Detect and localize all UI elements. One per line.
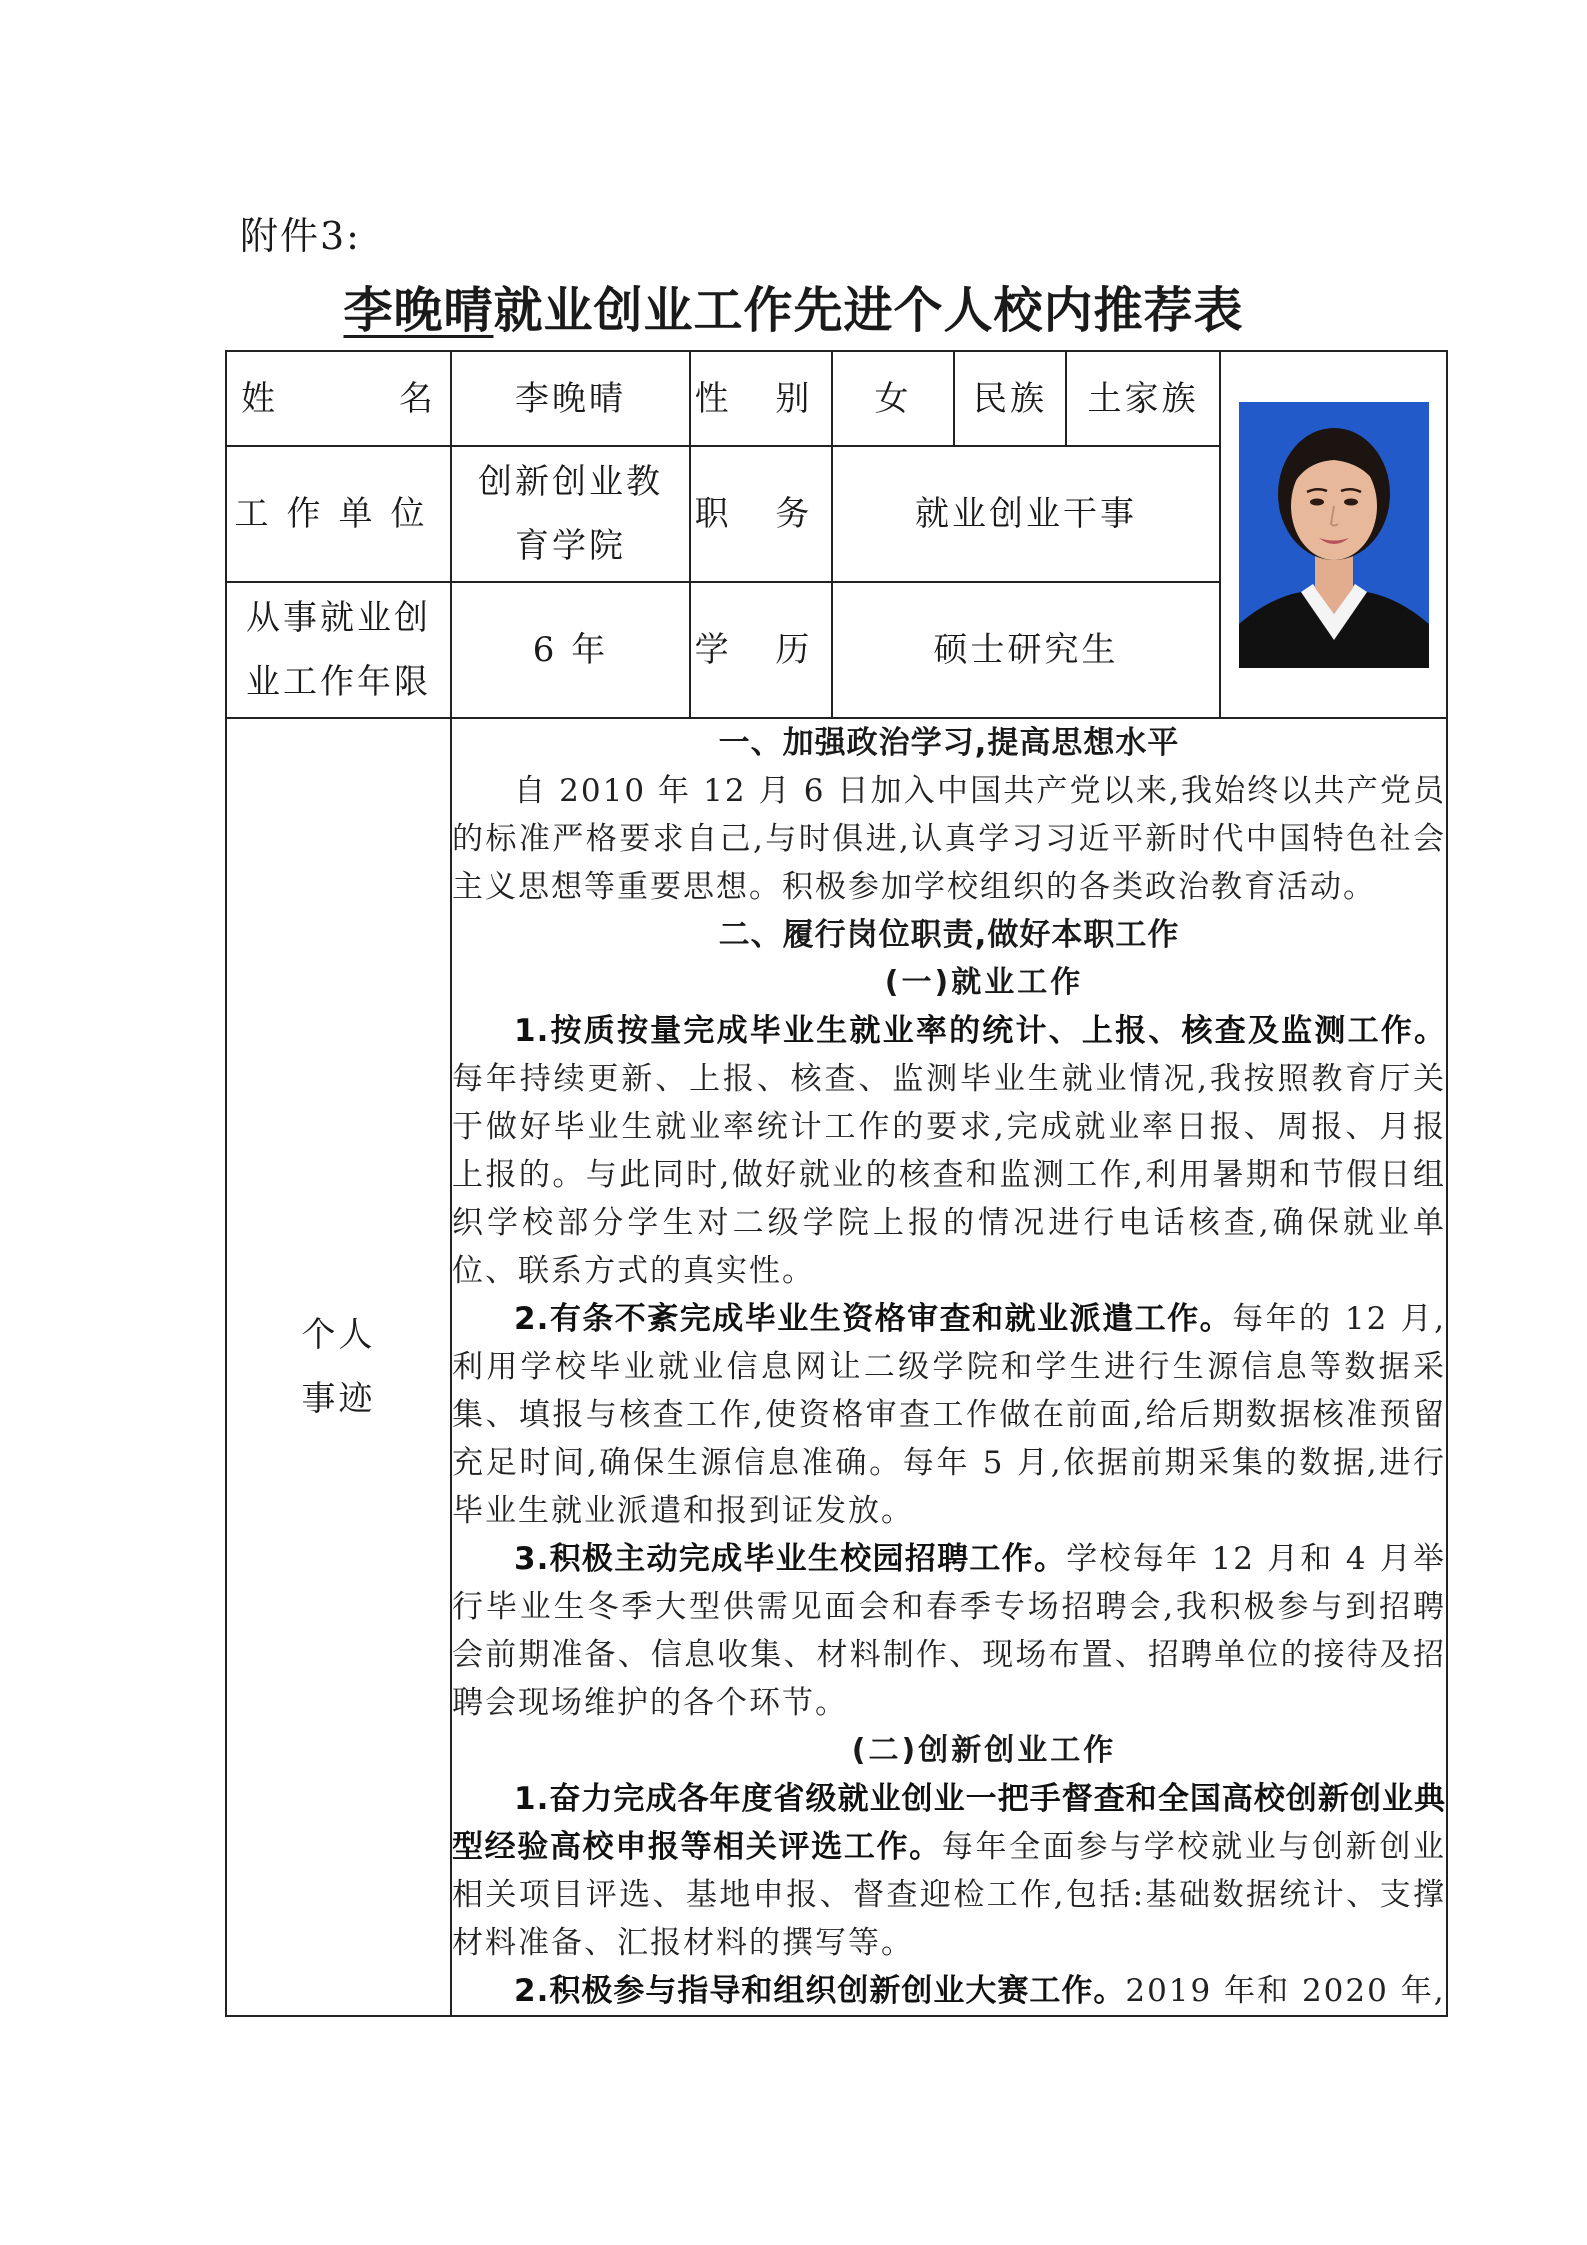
- item-text-competition: 2019 年和 2020 年,: [1125, 1973, 1446, 2009]
- portrait-photo-icon: [1239, 402, 1429, 668]
- portrait-photo: [1239, 402, 1429, 668]
- unit-value-line1: 创新创业教: [478, 462, 663, 502]
- page-title: [0, 272, 1587, 342]
- years-label-line2: 业工作年限: [246, 662, 431, 702]
- item-lead-qualification: 2.有条不紊完成毕业生资格审查和就业派遣工作。: [514, 1301, 1233, 1337]
- paragraph-inspection: [452, 1775, 1446, 1967]
- unit-value: [451, 446, 690, 582]
- name-label-char1: 姓: [241, 378, 278, 419]
- section-heading-duties: 二、履行岗位职责,做好本职工作: [718, 917, 1180, 953]
- title-person-name: 李晚晴: [343, 281, 494, 339]
- item-lead-employment-stats: 1.按质按量完成毕业生就业率的统计、上报、核查及监测工作。: [514, 1013, 1446, 1049]
- unit-value-line2: 育学院: [515, 526, 626, 566]
- name-label-char2: 名: [399, 378, 436, 419]
- subsection-heading-employment: (一)就业工作: [884, 965, 1084, 1000]
- item-lead-inspection: 1.奋力完成各年度省级就业创业一把手督查和全国高校创新创业典型经验高校申报等相关评选工作。: [452, 1781, 1446, 1865]
- ethnicity-label: 民族: [954, 351, 1066, 446]
- item-lead-recruitment: 3.积极主动完成毕业生校园招聘工作。: [514, 1541, 1067, 1577]
- deeds-content: [451, 718, 1447, 2016]
- photo-cell: [1220, 351, 1447, 718]
- years-label: [226, 582, 451, 718]
- paragraph-politics: 自 2010 年 12 月 6 日加入中国共产党以来,我始终以共产党员的标准严格要求自己,与时俱进,认真学习习近平新时代中国特色社会主义思想等重要思想。积极参加学校组织的各类政治教育活动。: [452, 773, 1446, 905]
- subsection-heading-innovation: (二)创新创业工作: [851, 1733, 1117, 1768]
- section-heading-politics: 一、加强政治学习,提高思想水平: [718, 725, 1180, 761]
- name-value: 李晚晴: [451, 351, 690, 446]
- gender-label: 性 别: [690, 351, 832, 446]
- ethnicity-value: 土家族: [1066, 351, 1220, 446]
- unit-label: 工作单位: [226, 446, 451, 582]
- deeds-label-line2: 事迹: [301, 1379, 376, 1419]
- years-value: 6 年: [451, 582, 690, 718]
- name-label-cell: [226, 351, 451, 446]
- paragraph-employment-stats: [452, 1007, 1446, 1295]
- title-text: 就业创业工作先进个人校内推荐表: [493, 281, 1244, 339]
- gender-value: 女: [832, 351, 954, 446]
- post-value: 就业创业干事: [832, 446, 1220, 582]
- item-lead-competition: 2.积极参与指导和组织创新创业大赛工作。: [514, 1973, 1126, 2009]
- item-text-employment-stats: 每年持续更新、上报、核查、监测毕业生就业情况,我按照教育厅关于做好毕业生就业率统计工作的要求,完成就业率日报、周报、月报上报的。与此同时,做好就业的核查和监测工作,利用暑期和节假日组织学校部分学生对二级学院上报的情况进行电话核查,确保就业单位、联系方式的真实性。: [452, 1061, 1446, 1289]
- education-label: 学 历: [690, 582, 832, 718]
- paragraph-qualification: [452, 1295, 1446, 1535]
- years-label-line1: 从事就业创: [246, 598, 431, 638]
- education-value: 硕士研究生: [832, 582, 1220, 718]
- recommendation-form-table: [225, 350, 1448, 2017]
- item-text-qualification: 每年的 12 月,利用学校毕业就业信息网让二级学院和学生进行生源信息等数据采集、填报与核查工作,使资格审查工作做在前面,给后期数据核准预留充足时间,确保生源信息准确。每年 5 月,依据前期采集的数据,进行毕业生就业派遣和报到证发放。: [452, 1301, 1446, 1529]
- deeds-label: [226, 718, 451, 2016]
- post-label: 职 务: [690, 446, 832, 582]
- item-text-inspection: 每年全面参与学校就业与创新创业相关项目评选、基地申报、督查迎检工作,包括:基础数据统计、支撑材料准备、汇报材料的撰写等。: [452, 1829, 1446, 1961]
- paragraph-recruitment: [452, 1535, 1446, 1727]
- attachment-label: 附件3:: [240, 214, 361, 258]
- item-text-recruitment: 学校每年 12 月和 4 月举行毕业生冬季大型供需见面会和春季专场招聘会,我积极参与到招聘会前期准备、信息收集、材料制作、现场布置、招聘单位的接待及招聘会现场维护的各个环节。: [452, 1541, 1446, 1721]
- deeds-label-line1: 个人: [301, 1315, 376, 1355]
- paragraph-competition: [452, 1967, 1446, 2015]
